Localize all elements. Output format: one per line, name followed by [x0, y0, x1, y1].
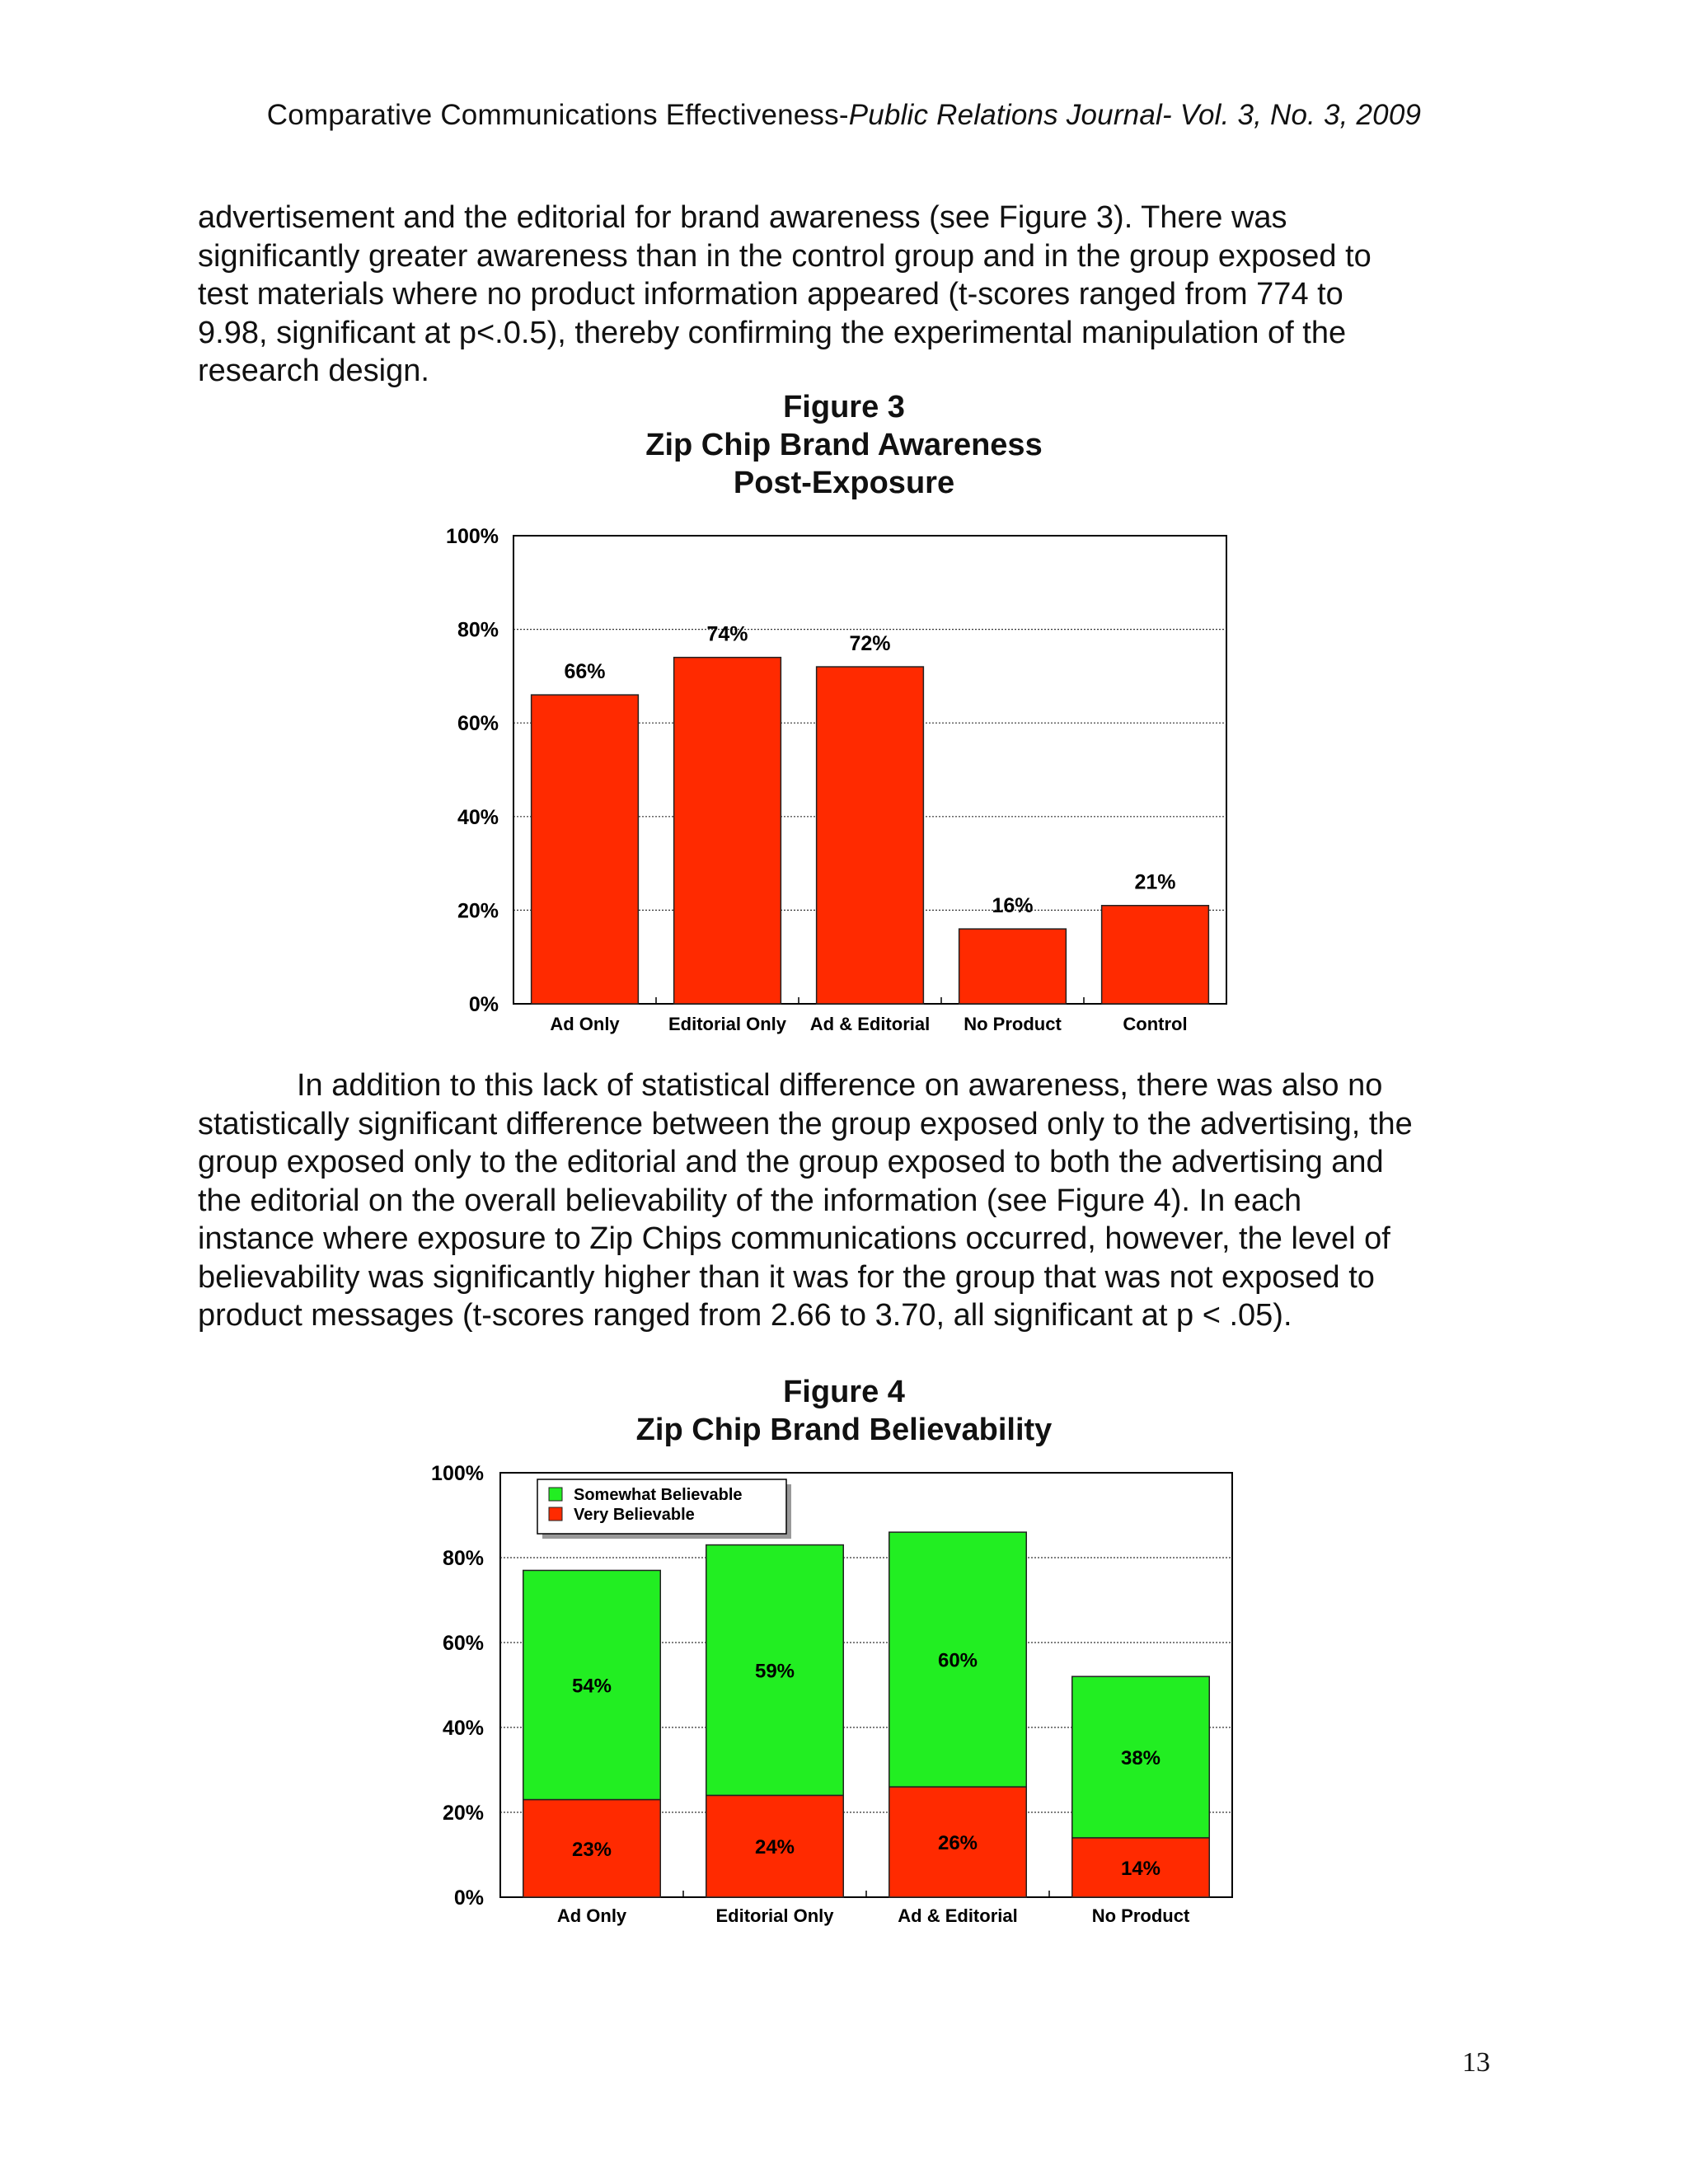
- y-tick-label: 80%: [442, 1547, 484, 1570]
- x-tick-label: Editorial Only: [715, 1905, 834, 1926]
- y-tick-label: 100%: [431, 1462, 484, 1485]
- legend-label: Very Believable: [574, 1506, 695, 1524]
- paragraph-1: [198, 199, 1500, 391]
- data-label: 60%: [937, 1649, 978, 1672]
- data-label: 21%: [1134, 870, 1176, 894]
- bar: [959, 929, 1067, 1004]
- data-label: 54%: [571, 1675, 612, 1698]
- text-line: In addition to this lack of statistical difference on awareness, there was also no: [297, 1068, 1383, 1103]
- x-tick-label: Ad & Editorial: [898, 1905, 1018, 1926]
- figure-3-subtitle: Post-Exposure: [733, 466, 955, 500]
- data-label: 14%: [1120, 1857, 1161, 1880]
- text-line: group exposed only to the editorial and the group exposed to both the advertising and: [198, 1145, 1384, 1179]
- y-tick-label: 20%: [442, 1802, 484, 1825]
- x-tick-label: Editorial Only: [668, 1014, 787, 1034]
- y-tick-label: 40%: [457, 805, 499, 829]
- x-tick-label: Control: [1123, 1014, 1188, 1034]
- data-label: 66%: [564, 660, 606, 684]
- text-line: research design.: [198, 354, 429, 388]
- text-line: statistically significant difference between the group exposed only to the advertising, the: [198, 1106, 1413, 1141]
- figure-4-name: Zip Chip Brand Believability: [635, 1413, 1053, 1447]
- data-label: 16%: [992, 894, 1034, 918]
- x-tick-label: Ad Only: [550, 1014, 620, 1034]
- x-tick-label: Ad & Editorial: [809, 1014, 931, 1034]
- text-line: significantly greater awareness than in the control group and in the group exposed to: [198, 238, 1372, 274]
- figure-3-label: Figure 3: [783, 390, 905, 424]
- x-tick-label: No Product: [1091, 1905, 1190, 1926]
- text-line: 9.98, significant at p<.0.5), thereby confirming the experimental manipulation of the: [198, 315, 1347, 350]
- y-tick-label: 0%: [453, 1886, 484, 1910]
- data-label: 26%: [937, 1832, 978, 1855]
- y-tick-label: 20%: [457, 899, 499, 923]
- bar: [674, 658, 781, 1004]
- text-line: instance where exposure to Zip Chips communications occurred, however, the level of: [198, 1221, 1390, 1256]
- figure-3-bar-chart: [412, 519, 1253, 1047]
- data-label: 74%: [706, 622, 748, 646]
- bar: [1102, 906, 1209, 1004]
- x-tick-label: Ad Only: [556, 1905, 627, 1926]
- header-title: Comparative Communications Effectiveness-: [266, 99, 849, 131]
- y-tick-label: 60%: [457, 712, 499, 736]
- text-line: believability was significantly higher than it was for the group that was not exposed to: [198, 1259, 1375, 1295]
- text-line: test materials where no product information appeared (t-scores ranged from 774 to: [198, 277, 1343, 312]
- figure-4-label: Figure 4: [783, 1375, 905, 1409]
- data-label: 72%: [849, 632, 891, 656]
- figure-4-stacked-bar-chart: [412, 1459, 1253, 1937]
- data-label: 59%: [754, 1660, 795, 1683]
- data-label: 23%: [571, 1838, 612, 1861]
- legend-swatch: [549, 1488, 562, 1501]
- y-tick-label: 60%: [442, 1632, 484, 1655]
- data-label: 24%: [754, 1836, 795, 1859]
- figure-3-name: Zip Chip Brand Awareness: [645, 428, 1043, 462]
- x-tick-label: No Product: [964, 1014, 1062, 1034]
- paragraph-2: [198, 1066, 1500, 1335]
- bar: [817, 667, 924, 1004]
- text-line: product messages (t-scores ranged from 2.66 to 3.70, all significant at p < .05).: [198, 1298, 1292, 1333]
- legend-swatch: [549, 1507, 562, 1521]
- page-number: 13: [1462, 2047, 1490, 2078]
- figure-3-title: [0, 388, 1688, 502]
- running-header: [0, 99, 1688, 132]
- y-tick-label: 80%: [457, 618, 499, 642]
- text-line: the editorial on the overall believability of the information (see Figure 4). In each: [198, 1183, 1302, 1218]
- figure-4-title: [0, 1373, 1688, 1449]
- bar: [532, 695, 639, 1004]
- y-tick-label: 0%: [468, 993, 499, 1016]
- header-journal: Public Relations Journal- Vol. 3, No. 3, 2009: [848, 99, 1422, 131]
- legend-label: Somewhat Believable: [574, 1486, 743, 1504]
- y-tick-label: 40%: [442, 1717, 484, 1740]
- y-tick-label: 100%: [446, 525, 499, 548]
- text-line: advertisement and the editorial for brand awareness (see Figure 3). There was: [198, 200, 1287, 235]
- data-label: 38%: [1120, 1747, 1161, 1770]
